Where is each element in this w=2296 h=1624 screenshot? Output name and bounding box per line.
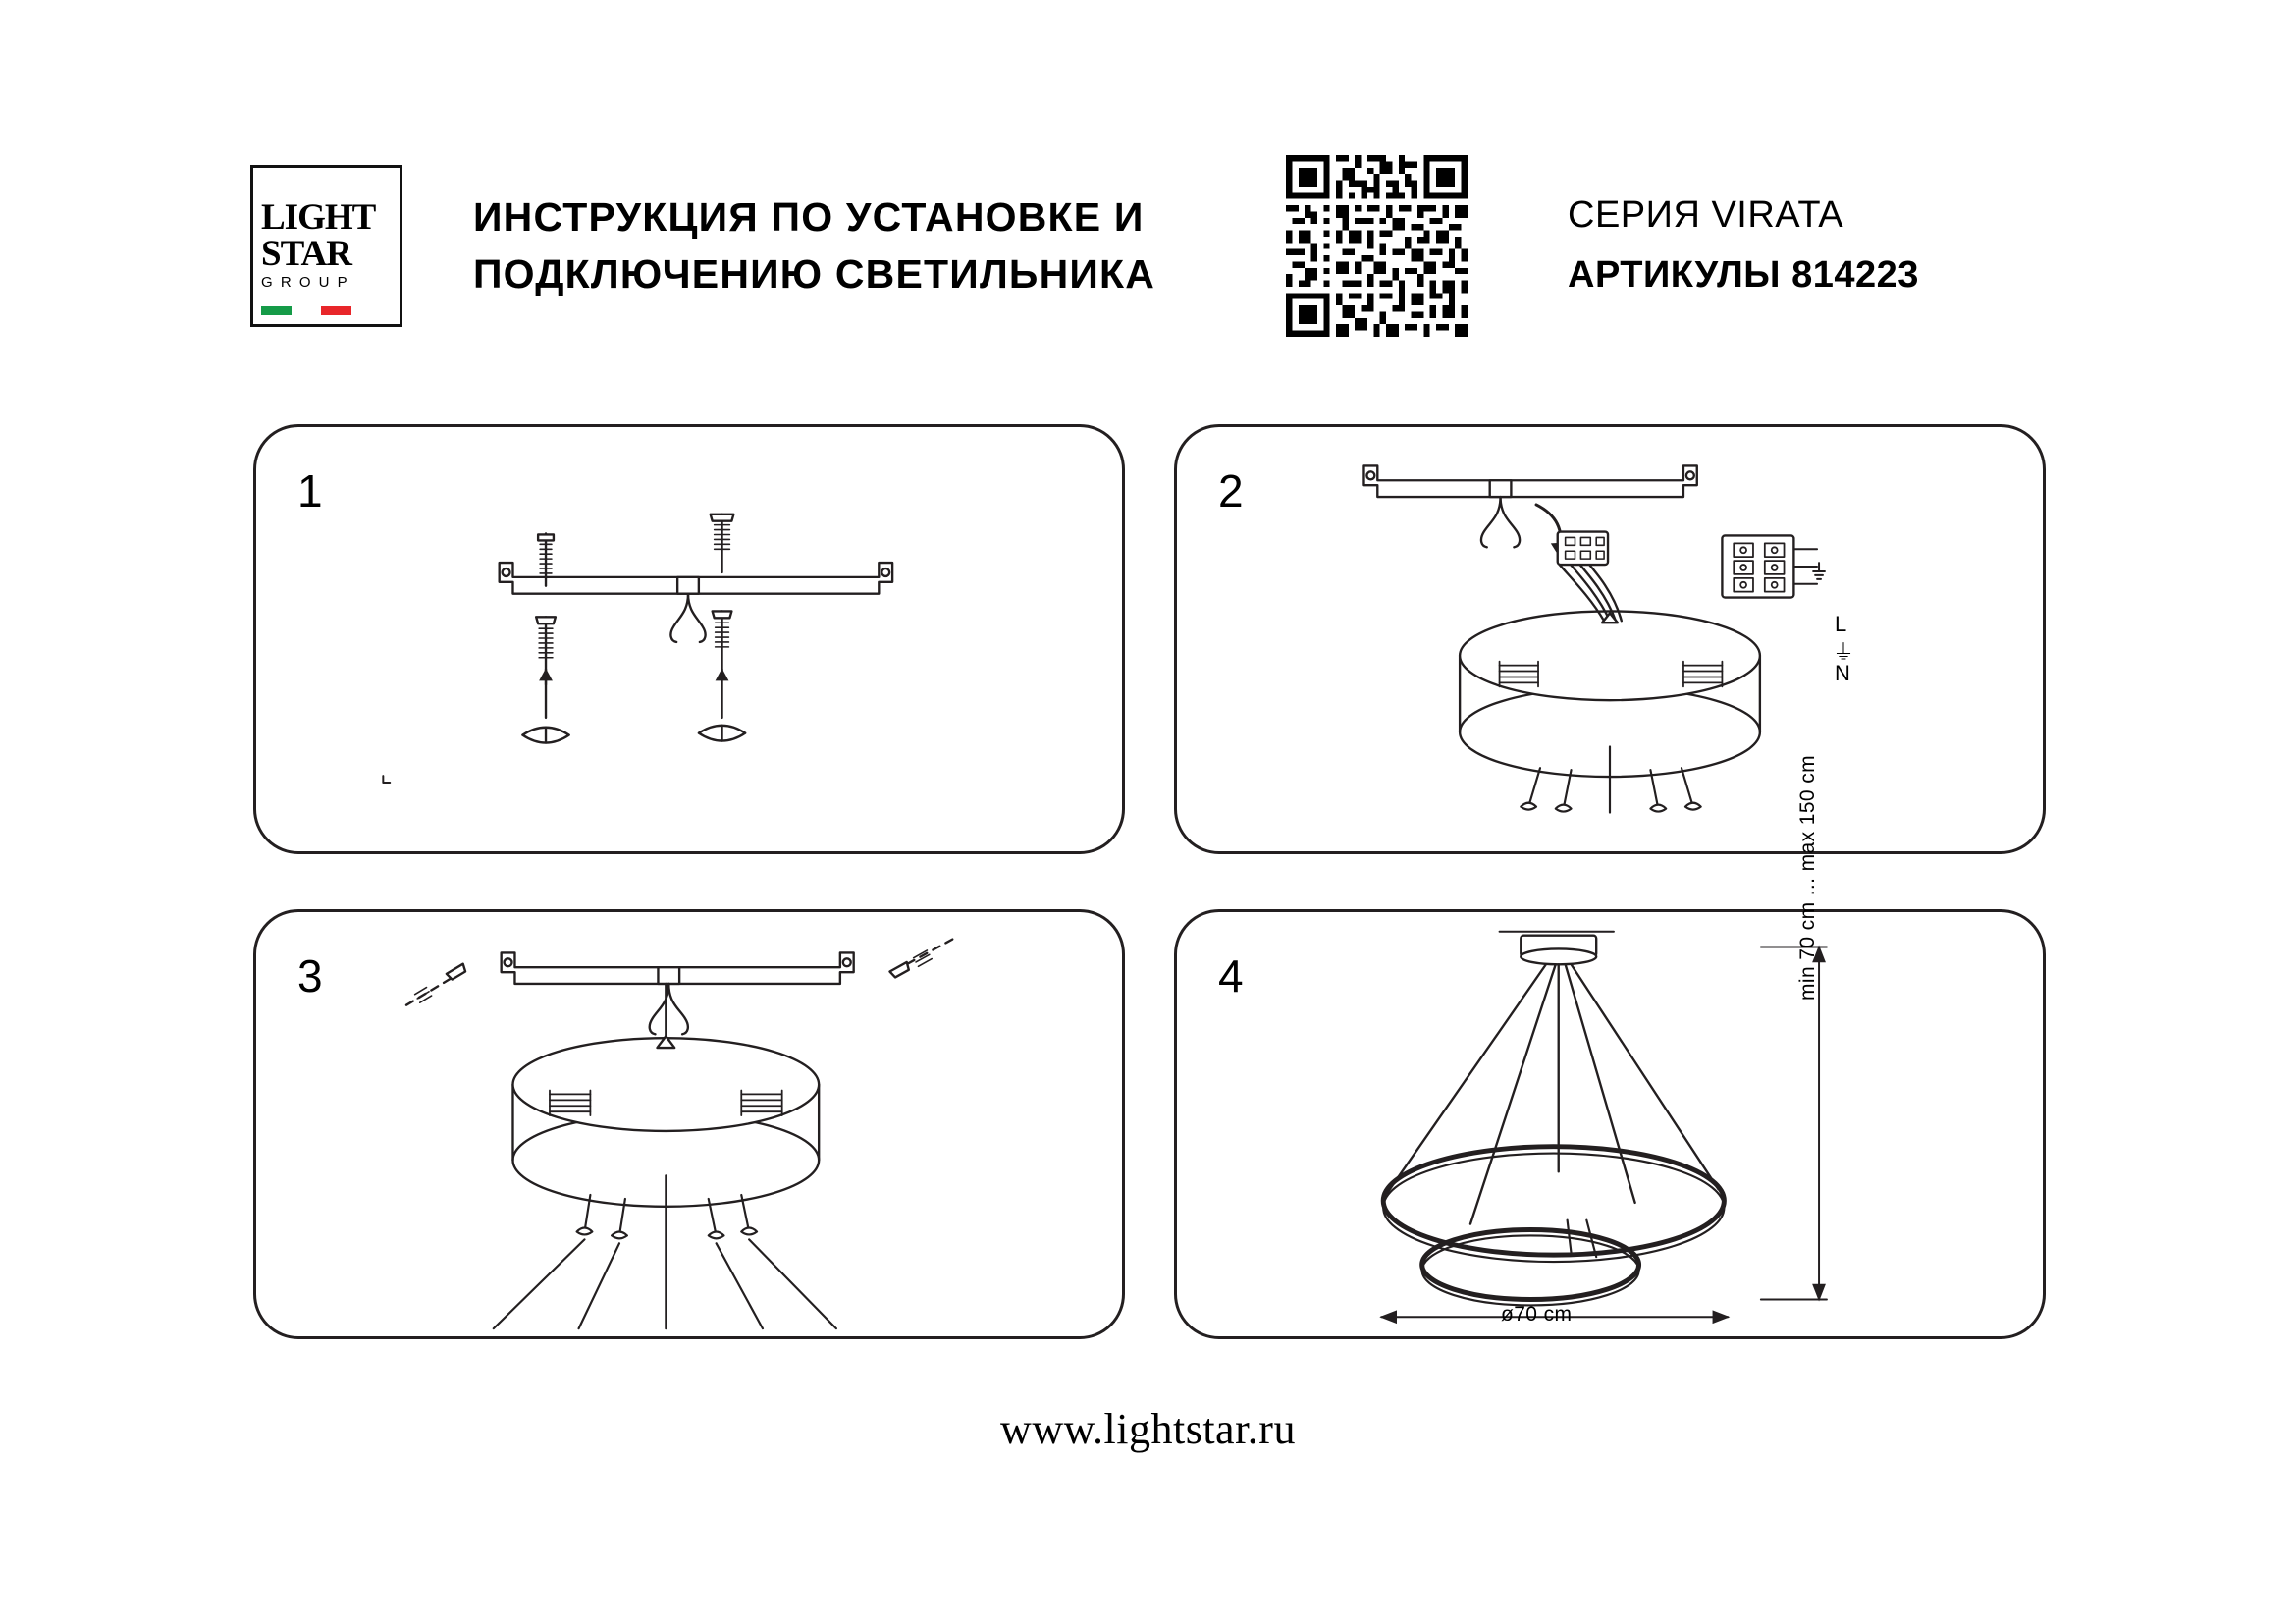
step-panel-1 <box>253 424 1125 854</box>
terminal-label-ground: ⏚ <box>1833 640 1855 665</box>
step-panel-4 <box>1174 754 2046 1339</box>
website-url[interactable]: www.lightstar.ru <box>1000 1405 1296 1453</box>
series-label: СЕРИЯ VIRATA <box>1568 194 1844 236</box>
qr-code-graphic <box>1286 155 1468 337</box>
terminal-label-l: L <box>1835 612 1847 636</box>
step-4-illustration <box>1177 912 2043 1336</box>
step-panel-3 <box>253 909 1125 1339</box>
step-2-illustration <box>1177 427 2043 851</box>
step-3-illustration <box>256 912 1122 1336</box>
dimension-height-label: min 70 cm ... max 150 cm <box>1796 754 1819 1001</box>
qr-code-icon <box>1278 155 1474 337</box>
step-number-4: 4 <box>1218 950 1244 1001</box>
document-header <box>250 157 2056 334</box>
terminal-label-n: N <box>1835 661 1850 685</box>
dimension-diameter-label: ø70 cm <box>1501 1303 1573 1326</box>
step-number-1: 1 <box>297 465 323 516</box>
document-footer <box>0 1404 2296 1454</box>
brand-logo <box>250 165 402 327</box>
articles-label: АРТИКУЛЫ 814223 <box>1568 254 1919 296</box>
title-line-1: ИНСТРУКЦИЯ ПО УСТАНОВКЕ И <box>473 193 1145 240</box>
document-title <box>473 189 1258 302</box>
product-info <box>1568 194 1919 297</box>
step-number-2: 2 <box>1218 465 1244 516</box>
logo-text-star: STAR <box>261 233 351 274</box>
instruction-steps <box>253 424 2046 1339</box>
logo-text-light: LIGHT <box>261 197 376 239</box>
step-1-illustration <box>256 427 1122 851</box>
title-line-2: ПОДКЛЮЧЕНИЮ СВЕТИЛЬНИКА <box>473 251 1156 297</box>
logo-text-group: G R O U P <box>261 273 349 291</box>
italian-flag-icon <box>261 306 351 315</box>
step-panel-2 <box>1174 424 2046 854</box>
step-number-3: 3 <box>297 950 323 1001</box>
